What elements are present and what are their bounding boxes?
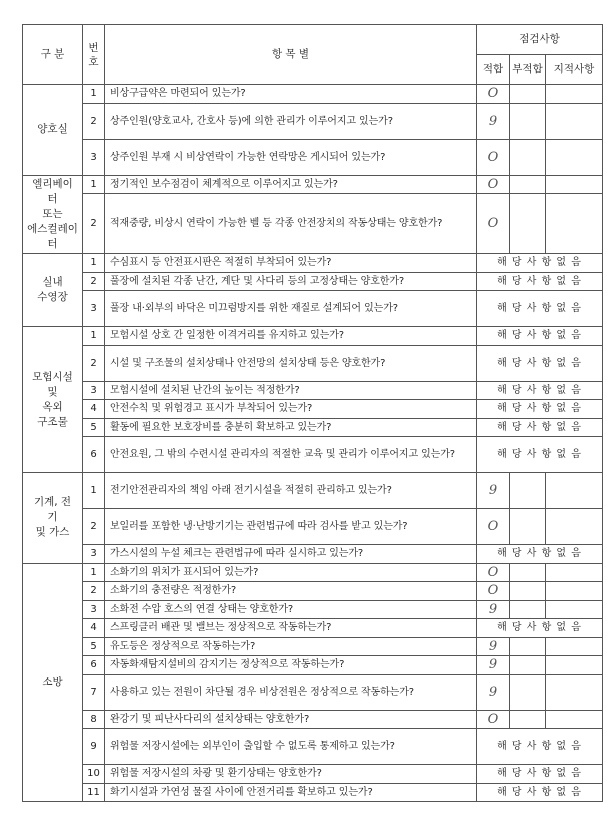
inappropriate-cell bbox=[510, 103, 546, 139]
row-number: 1 bbox=[83, 175, 105, 194]
check-item-text: 소화기의 충전량은 적정한가? bbox=[110, 585, 237, 597]
appropriate-mark: O bbox=[477, 139, 510, 175]
table-row bbox=[23, 600, 603, 619]
check-item bbox=[105, 194, 477, 254]
table-row bbox=[23, 509, 603, 545]
not-applicable-note: 해 당 사 항 없 음 bbox=[477, 619, 603, 638]
table-row bbox=[23, 139, 603, 175]
appropriate-mark: 9 bbox=[477, 600, 510, 619]
check-item-text: 모험시설 상호 간 일정한 이격거리를 유지하고 있는가? bbox=[110, 330, 344, 342]
remarks-cell bbox=[546, 103, 603, 139]
not-applicable-note: 해 당 사 항 없 음 bbox=[477, 272, 603, 291]
row-number: 1 bbox=[83, 85, 105, 104]
row-number: 6 bbox=[83, 656, 105, 675]
row-number: 2 bbox=[83, 103, 105, 139]
check-item bbox=[105, 545, 477, 564]
header-item: 항 목 별 bbox=[105, 25, 477, 85]
row-number: 2 bbox=[83, 272, 105, 291]
check-item-text: 안전요원, 그 밖의 수련시설 관리자의 적절한 교육 및 관리가 이루어지고 있는가? bbox=[110, 449, 455, 460]
remarks-cell bbox=[546, 710, 603, 729]
check-item-text: 시설 및 구조물의 설치상태나 안전망의 설치상태 등은 양호한가? bbox=[110, 357, 386, 369]
check-item-text: 스프링클러 배관 및 밸브는 정상적으로 작동하는가? bbox=[110, 622, 332, 634]
check-item-text: 비상구급약은 마련되어 있는가? bbox=[110, 88, 246, 100]
checklist-table bbox=[22, 24, 603, 802]
check-item bbox=[105, 418, 477, 437]
remarks-cell bbox=[546, 674, 603, 710]
check-item-text: 유도등은 정상적으로 작동하는가? bbox=[110, 640, 256, 652]
check-item-text: 정기적인 보수점검이 체계적으로 이루어지고 있는가? bbox=[110, 178, 338, 190]
table-row bbox=[23, 637, 603, 656]
check-item bbox=[105, 729, 477, 765]
check-item bbox=[105, 139, 477, 175]
category-cell: 엘리베이 터 또는 에스컬레이 터 bbox=[23, 175, 83, 254]
row-number: 3 bbox=[83, 291, 105, 327]
check-item bbox=[105, 600, 477, 619]
inappropriate-cell bbox=[510, 509, 546, 545]
table-row bbox=[23, 582, 603, 601]
table-row bbox=[23, 563, 603, 582]
check-item-text: 위험물 저장시설의 차광 및 환기상태는 양호한가? bbox=[110, 768, 322, 780]
table-row bbox=[23, 345, 603, 381]
check-item bbox=[105, 473, 477, 509]
not-applicable-note: 해 당 사 항 없 음 bbox=[477, 545, 603, 564]
category-cell: 실내 수영장 bbox=[23, 254, 83, 327]
row-number: 11 bbox=[83, 783, 105, 802]
row-number: 5 bbox=[83, 418, 105, 437]
category-cell: 기계, 전 기 및 가스 bbox=[23, 473, 83, 564]
check-item bbox=[105, 674, 477, 710]
check-item-text: 자동화재탐지설비의 감지기는 정상적으로 작동하는가? bbox=[110, 659, 345, 671]
remarks-cell bbox=[546, 473, 603, 509]
check-item bbox=[105, 619, 477, 638]
category-cell: 소방 bbox=[23, 563, 83, 802]
check-item-text: 위험물 저장시설에는 외부인이 출입할 수 없도록 통제하고 있는가? bbox=[110, 741, 395, 752]
inappropriate-cell bbox=[510, 563, 546, 582]
appropriate-mark: 9 bbox=[477, 674, 510, 710]
header-number: 번 호 bbox=[83, 25, 105, 85]
check-item-text: 수심표시 등 안전표시판은 적절히 부착되어 있는가? bbox=[110, 257, 332, 269]
table-row bbox=[23, 473, 603, 509]
appropriate-mark: O bbox=[477, 582, 510, 601]
inspection-checklist bbox=[22, 24, 602, 821]
appropriate-mark: O bbox=[477, 85, 510, 104]
table-row bbox=[23, 400, 603, 419]
appropriate-mark: O bbox=[477, 563, 510, 582]
table-row bbox=[23, 85, 603, 104]
category-cell: 모험시설 및 옥외 구조물 bbox=[23, 327, 83, 473]
row-number: 6 bbox=[83, 437, 105, 473]
remarks-cell bbox=[546, 139, 603, 175]
header-inappropriate: 부적합 bbox=[510, 55, 546, 85]
appropriate-mark: O bbox=[477, 194, 510, 254]
check-item bbox=[105, 175, 477, 194]
remarks-cell bbox=[546, 85, 603, 104]
header-remarks: 지적사항 bbox=[546, 55, 603, 85]
inappropriate-cell bbox=[510, 637, 546, 656]
check-item bbox=[105, 509, 477, 545]
row-number: 2 bbox=[83, 509, 105, 545]
check-item bbox=[105, 381, 477, 400]
appropriate-mark: 9 bbox=[477, 637, 510, 656]
check-item-text: 화기시설과 가연성 물질 사이에 안전거리를 확보하고 있는가? bbox=[110, 786, 373, 798]
check-item bbox=[105, 103, 477, 139]
table-row bbox=[23, 783, 603, 802]
inappropriate-cell bbox=[510, 85, 546, 104]
check-item bbox=[105, 765, 477, 784]
row-number: 3 bbox=[83, 545, 105, 564]
table-row bbox=[23, 194, 603, 254]
table-row bbox=[23, 291, 603, 327]
table-row bbox=[23, 710, 603, 729]
table-row bbox=[23, 729, 603, 765]
row-number: 7 bbox=[83, 674, 105, 710]
row-number: 3 bbox=[83, 600, 105, 619]
not-applicable-note: 해 당 사 항 없 음 bbox=[477, 291, 603, 327]
check-item-text: 전기안전관리자의 책임 아래 전기시설을 적절히 관리하고 있는가? bbox=[110, 485, 392, 496]
appropriate-mark: 9 bbox=[477, 473, 510, 509]
check-item bbox=[105, 710, 477, 729]
table-row bbox=[23, 674, 603, 710]
check-item bbox=[105, 400, 477, 419]
remarks-cell bbox=[546, 194, 603, 254]
appropriate-mark: 9 bbox=[477, 656, 510, 675]
check-item bbox=[105, 437, 477, 473]
row-number: 8 bbox=[83, 710, 105, 729]
check-item-text: 풀장에 설치된 각종 난간, 계단 및 사다리 등의 고정상태는 양호한가? bbox=[110, 275, 405, 287]
inappropriate-cell bbox=[510, 656, 546, 675]
check-item bbox=[105, 327, 477, 346]
checklist-body bbox=[23, 85, 603, 802]
remarks-cell bbox=[546, 600, 603, 619]
check-item-text: 사용하고 있는 전원이 차단될 경우 비상전원은 정상적으로 작동하는가? bbox=[110, 686, 414, 698]
check-item-text: 활동에 필요한 보호장비를 충분히 확보하고 있는가? bbox=[110, 421, 332, 433]
not-applicable-note: 해 당 사 항 없 음 bbox=[477, 783, 603, 802]
row-number: 2 bbox=[83, 194, 105, 254]
check-item-text: 완강기 및 피난사다리의 설치상태는 양호한가? bbox=[110, 713, 310, 725]
check-item-text: 안전수칙 및 위험경고 표시가 부착되어 있는가? bbox=[110, 403, 313, 415]
inappropriate-cell bbox=[510, 175, 546, 194]
category-cell: 양호실 bbox=[23, 85, 83, 176]
remarks-cell bbox=[546, 563, 603, 582]
check-item-text: 소화기의 위치가 표시되어 있는가? bbox=[110, 566, 259, 578]
appropriate-mark: 9 bbox=[477, 103, 510, 139]
not-applicable-note: 해 당 사 항 없 음 bbox=[477, 400, 603, 419]
table-row bbox=[23, 437, 603, 473]
check-item-text: 가스시설의 누설 체크는 관련법규에 따라 실시하고 있는가? bbox=[110, 548, 364, 560]
row-number: 1 bbox=[83, 327, 105, 346]
check-item-text: 풀장 내·외부의 바닥은 미끄럼방지를 위한 재질로 설계되어 있는가? bbox=[110, 303, 398, 314]
table-row bbox=[23, 381, 603, 400]
not-applicable-note: 해 당 사 항 없 음 bbox=[477, 418, 603, 437]
row-number: 10 bbox=[83, 765, 105, 784]
header-check-group: 점검사항 bbox=[477, 25, 603, 55]
remarks-cell bbox=[546, 175, 603, 194]
row-number: 1 bbox=[83, 473, 105, 509]
check-item bbox=[105, 656, 477, 675]
inappropriate-cell bbox=[510, 710, 546, 729]
not-applicable-note: 해 당 사 항 없 음 bbox=[477, 254, 603, 273]
row-number: 2 bbox=[83, 345, 105, 381]
remarks-cell bbox=[546, 656, 603, 675]
inappropriate-cell bbox=[510, 674, 546, 710]
check-item-text: 모험시설에 설치된 난간의 높이는 적정한가? bbox=[110, 384, 300, 396]
table-row bbox=[23, 619, 603, 638]
not-applicable-note: 해 당 사 항 없 음 bbox=[477, 381, 603, 400]
row-number: 1 bbox=[83, 254, 105, 273]
inappropriate-cell bbox=[510, 194, 546, 254]
inappropriate-cell bbox=[510, 600, 546, 619]
inappropriate-cell bbox=[510, 473, 546, 509]
check-item bbox=[105, 254, 477, 273]
appropriate-mark: O bbox=[477, 509, 510, 545]
row-number: 5 bbox=[83, 637, 105, 656]
table-row bbox=[23, 103, 603, 139]
table-row bbox=[23, 418, 603, 437]
table-row bbox=[23, 327, 603, 346]
table-row bbox=[23, 545, 603, 564]
check-item-text: 상주인원 부재 시 비상연락이 가능한 연락망은 게시되어 있는가? bbox=[110, 151, 386, 163]
row-number: 1 bbox=[83, 563, 105, 582]
row-number: 2 bbox=[83, 582, 105, 601]
row-number: 4 bbox=[83, 619, 105, 638]
check-item bbox=[105, 563, 477, 582]
check-item-text: 소화전 수압 호스의 연결 상태는 양호한가? bbox=[110, 603, 294, 615]
remarks-cell bbox=[546, 509, 603, 545]
not-applicable-note: 해 당 사 항 없 음 bbox=[477, 327, 603, 346]
check-item bbox=[105, 582, 477, 601]
check-item bbox=[105, 272, 477, 291]
check-item bbox=[105, 345, 477, 381]
check-item bbox=[105, 85, 477, 104]
inappropriate-cell bbox=[510, 139, 546, 175]
check-item bbox=[105, 783, 477, 802]
appropriate-mark: O bbox=[477, 175, 510, 194]
row-number: 3 bbox=[83, 139, 105, 175]
table-row bbox=[23, 175, 603, 194]
check-item-text: 보일러를 포함한 냉·난방기기는 관련법규에 따라 검사를 받고 있는가? bbox=[110, 521, 408, 532]
check-item-text: 적재중량, 비상시 연락이 가능한 벨 등 각종 안전장치의 작동상태는 양호한가? bbox=[110, 218, 443, 229]
table-row bbox=[23, 272, 603, 291]
not-applicable-note: 해 당 사 항 없 음 bbox=[477, 345, 603, 381]
row-number: 9 bbox=[83, 729, 105, 765]
row-number: 3 bbox=[83, 381, 105, 400]
check-item bbox=[105, 291, 477, 327]
table-row bbox=[23, 254, 603, 273]
not-applicable-note: 해 당 사 항 없 음 bbox=[477, 765, 603, 784]
remarks-cell bbox=[546, 582, 603, 601]
check-item-text: 상주인원(양호교사, 간호사 등)에 의한 관리가 이루어지고 있는가? bbox=[110, 115, 393, 127]
table-row bbox=[23, 765, 603, 784]
table-row bbox=[23, 656, 603, 675]
inappropriate-cell bbox=[510, 582, 546, 601]
appropriate-mark: O bbox=[477, 710, 510, 729]
row-number: 4 bbox=[83, 400, 105, 419]
not-applicable-note: 해 당 사 항 없 음 bbox=[477, 437, 603, 473]
not-applicable-note: 해 당 사 항 없 음 bbox=[477, 729, 603, 765]
remarks-cell bbox=[546, 637, 603, 656]
check-item bbox=[105, 637, 477, 656]
header-category: 구 분 bbox=[23, 25, 83, 85]
header-appropriate: 적합 bbox=[477, 55, 510, 85]
